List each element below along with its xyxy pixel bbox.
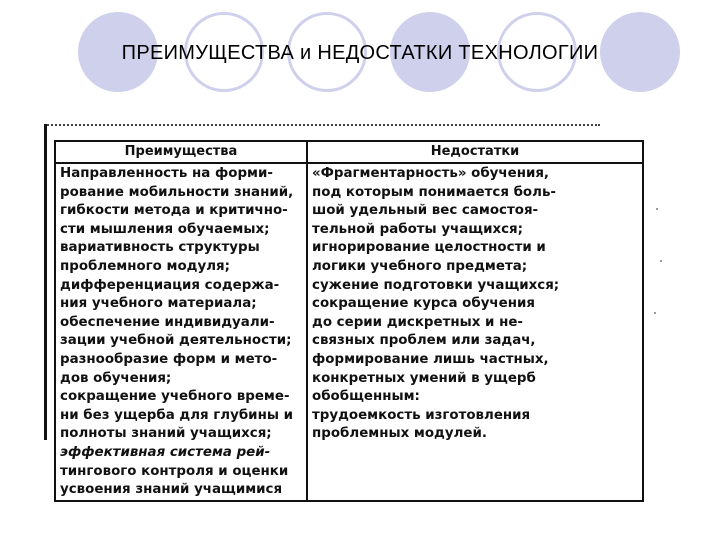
table-line: рование мобильности знаний, [60, 184, 294, 200]
table-line: шой удельный вес самостоя- [312, 203, 539, 219]
table-line: дифференциация содержа- [60, 277, 280, 293]
table-line: логики учебного предмета; [312, 258, 528, 274]
table-line: «Фрагментарность» обучения, [312, 166, 550, 181]
table-line: полноты знаний учащихся; [60, 426, 272, 442]
scanned-table-image [44, 124, 600, 498]
table-line: усвоения знаний учащимися [60, 482, 283, 498]
disadvantages-cell [307, 163, 643, 501]
slide-title: ПРЕИМУЩЕСТВА и НЕДОСТАТКИ ТЕХНОЛОГИИ [121, 42, 599, 64]
table-line: обеспечение индивидуали- [60, 314, 275, 330]
table-line: тельной работы учащихся; [312, 221, 523, 237]
table-line: трудоемкость изготовления [312, 407, 531, 423]
table-line: эффективная система рей- [60, 444, 271, 460]
table-line: ния учебного материала; [60, 296, 257, 312]
table-line: до серии дискретных и не- [312, 314, 523, 330]
table-line: дов обучения; [60, 370, 172, 386]
table-line: ни без ущерба для глубины и [60, 407, 293, 423]
header-advantages: Преимущества [55, 141, 307, 163]
advantages-cell [55, 163, 307, 501]
table-line: сужение подготовки учащихся; [312, 277, 560, 293]
table-line: формирование лишь частных, [312, 351, 549, 367]
table-line: вариативность структуры [60, 240, 260, 256]
scan-artifact [44, 124, 600, 132]
table-line: проблемных модулей. [312, 426, 487, 442]
table-line: сокращение учебного време- [60, 389, 290, 405]
table-line: сокращение курса обучения [312, 296, 535, 312]
table-line: Направленность на форми- [60, 166, 273, 181]
table-line: сти мышления обучаемых; [60, 221, 270, 237]
table-line: под которым понимается боль- [312, 184, 556, 200]
table-line: обобщенным: [312, 389, 420, 405]
table-line: игнорирование целостности и [312, 240, 546, 256]
table-line: связных проблем или задач, [312, 333, 536, 349]
table-line: зации учебной деятельности; [60, 333, 292, 349]
table-line: проблемного модуля; [60, 258, 230, 274]
comparison-table [54, 140, 644, 502]
table-line: разнообразие форм и мето- [60, 351, 278, 367]
scan-specks [648, 200, 668, 340]
table-line: конкретных умений в ущерб [312, 370, 536, 386]
table-line: гибкости метода и критично- [60, 203, 288, 219]
table-line: тингового контроля и оценки [60, 463, 289, 479]
header-disadvantages: Недостатки [307, 141, 643, 163]
